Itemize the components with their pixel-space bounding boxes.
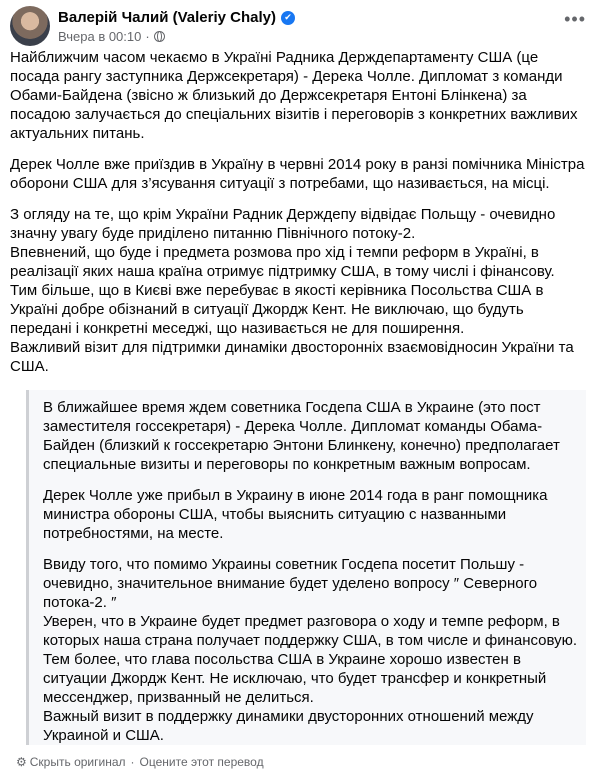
gear-icon: ⚙ — [16, 755, 27, 769]
post-paragraph-2: Дерек Чолле вже приїздив в Україну в червні 2014 року в ранзі помічника Міністра оборони США для з’ясування ситуації з потребами, що називається, на місці. — [10, 156, 585, 192]
author-name[interactable]: Валерій Чалий (Valeriy Chaly) — [58, 9, 276, 26]
post-timestamp[interactable]: Вчера в 00:10 — [58, 29, 142, 44]
avatar[interactable] — [10, 6, 50, 46]
hide-original-link[interactable]: Скрыть оригинал — [29, 755, 126, 769]
translated-paragraph-1: В ближайшее время ждем советника Госдепа США в Украине (это пост заместителя госсекретаря) - Дерека Чолле. Дипломат команды Обама-Байден (близкий к госсекретарю Энтони Блинкену, конечно) предполагает специальные визиты и переговоры по конкретным важным вопросам. — [43, 399, 560, 473]
translation-separator: · — [130, 755, 135, 769]
translated-paragraph-3: Ввиду того, что помимо Украины советник Госдепа посетит Польшу - очевидно, значительное внимание будет уделено вопросу ″ Северного потока-2. ″ — [43, 556, 538, 611]
post-paragraph-1: Найближчим часом чекаємо в Україні Радника Держдепартаменту США (це посада рангу заступника Держсекретаря) - Дерека Чолле. Дипломат з команди Обами-Байдена (звісно ж близький до Держсекретаря Ентоні Блінкена) за посадою залучається до спеціальних візитів і переговорів з конкретних важливих актуальних питань. — [10, 49, 578, 142]
verified-badge-icon: ✔ — [281, 11, 295, 25]
post-paragraph-3: З огляду на те, що крім України Радник Держдепу відвідає Польщу - очевидно значну увагу буде приділено питанню Північного потоку-2. — [10, 206, 556, 242]
translated-paragraph-5: Важный визит в поддержку динамики двусторонних отношений между Украиной и США. — [43, 708, 534, 744]
timestamp-row — [58, 28, 295, 45]
meta-separator: · — [145, 29, 150, 44]
translated-paragraph-2: Дерек Чолле уже прибыл в Украину в июне 2014 года в ранг помощника министра обороны США, чтобы выяснить ситуацию с названными потребностями, на месте. — [43, 487, 548, 542]
post-header — [10, 0, 586, 48]
translated-paragraph-4: Уверен, что в Украине будет предмет разговора о ходу и темпе реформ, в которых наша страна получает поддержку США, в том числе и финансовую. Тем более, что глава посольства США в Украине хорошо известен в ситуации Джордж Кент. Не исключаю, что будет трансфер и конкретный мессенджер, призванный не делиться. — [43, 613, 578, 706]
post-paragraph-4: Впевнений, що буде і предмета розмова про хід і темпи реформ в Україні, в реалізації яких наша країна отримує підтримку США, в тому числі і фінансову. Тим більше, що в Києві вже перебуває в якості керівника Посольства США в Україні добре обізнаний в ситуації Джордж Кент. Не виключаю, що будуть передані і конкретні меседжі, що називається не для поширення. — [10, 244, 555, 337]
more-options-icon[interactable]: ••• — [564, 9, 586, 29]
globe-icon — [154, 31, 165, 42]
translation-controls — [16, 755, 586, 770]
post-paragraph-5: Важливий візит для підтримки динаміки двосторонніх взаємовідносин України та США. — [10, 339, 574, 375]
rate-translation-link[interactable]: Оцените этот перевод — [139, 755, 264, 769]
post-body — [10, 48, 586, 770]
post-meta — [58, 6, 295, 45]
translation-block — [26, 390, 586, 745]
author-row — [58, 8, 295, 27]
